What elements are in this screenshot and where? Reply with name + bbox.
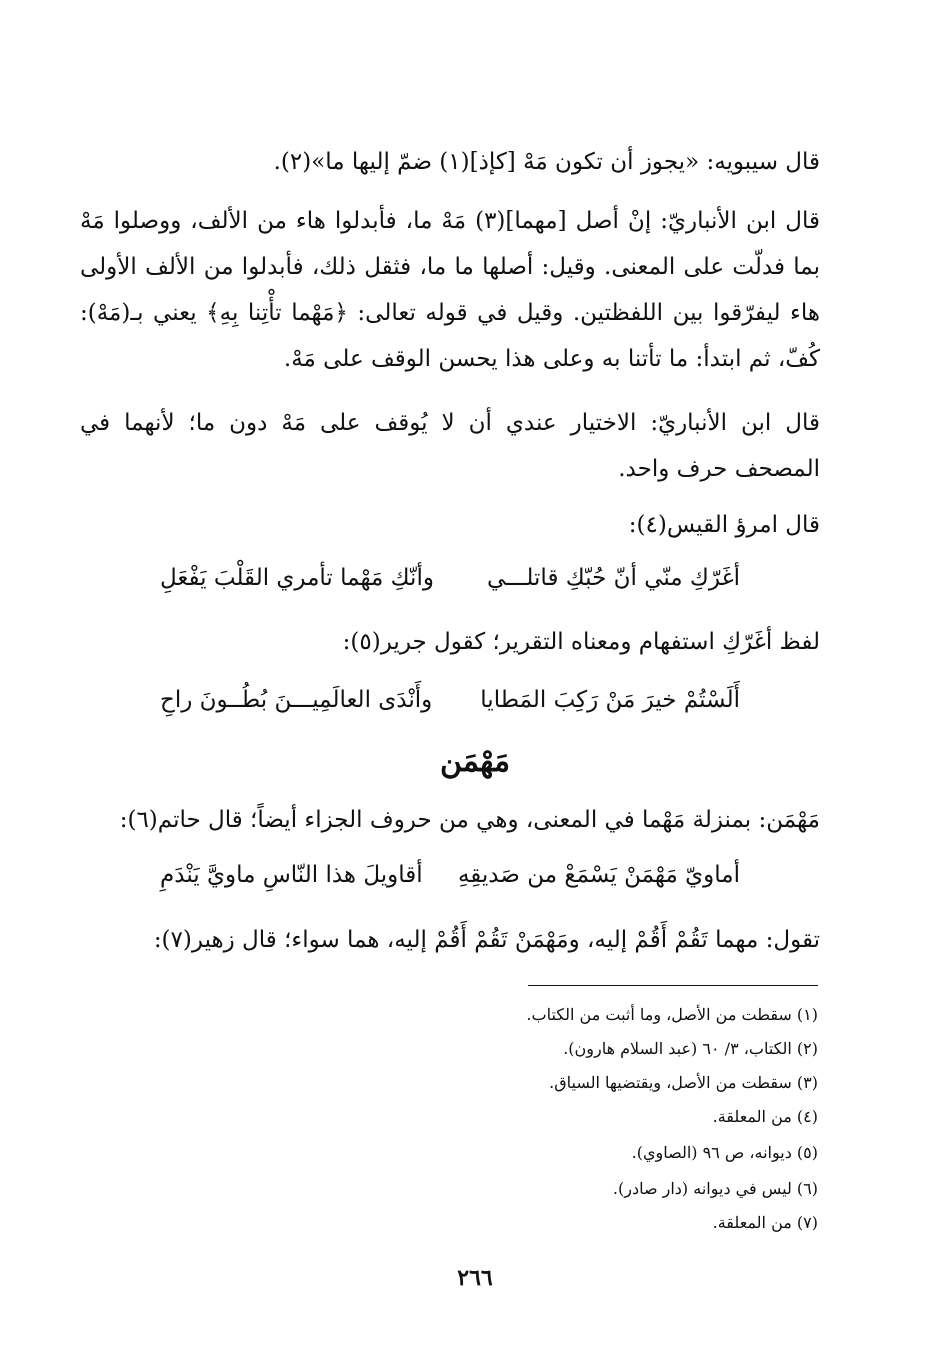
verse-2 bbox=[160, 680, 740, 720]
footnote-5: (٥) ديوانه، ص ٩٦ (الصاوي). bbox=[631, 1143, 818, 1162]
footnote-6: (٦) ليس في ديوانه (دار صادر). bbox=[612, 1179, 818, 1198]
section-heading: مَهْمَن bbox=[439, 744, 511, 779]
paragraph-sibawayh: قال سيبويه: «يجوز أن تكون مَهْ [كإذ](١) ضمّ إليها ما»(٢). bbox=[273, 149, 820, 175]
verse-2-first-hemistich: أَلَسْتُمْ خيرَ مَنْ رَكِبَ المَطايا bbox=[480, 687, 740, 713]
footnote-4: (٤) من المعلقة. bbox=[712, 1107, 818, 1126]
paragraph-mahman: مَهْمَن: بمنزلة مَهْما في المعنى، وهي من حروف الجزاء أيضاً؛ قال حاتم(٦): bbox=[119, 807, 820, 833]
footnote-7: (٧) من المعلقة. bbox=[712, 1213, 818, 1232]
footnote-1: (١) سقطت من الأصل، وما أثبت من الكتاب. bbox=[526, 1005, 818, 1024]
page-number: ٢٦٦ bbox=[457, 1265, 493, 1291]
verse-1-first-hemistich: أغَرّكِ منّي أنّ حُبّكِ قاتلـــي bbox=[487, 565, 740, 591]
verse-3 bbox=[160, 855, 740, 895]
paragraph-zuhayr: تقول: مهما تَقُمْ أَقُمْ إليه، ومَهْمَنْ تَقُمْ أَقُمْ إليه، هما سواء؛ قال زهير(٧): bbox=[153, 927, 820, 953]
verse-1-second-hemistich: وأنّكِ مَهْما تأمري القَلْبَ يَفْعَلِ bbox=[160, 565, 434, 591]
verse-3-first-hemistich: أماويّ مَهْمَنْ يَسْمَعْ من صَديقِهِ bbox=[457, 862, 740, 888]
verse-1 bbox=[160, 558, 740, 598]
verse-3-second-hemistich: أقاويلَ هذا النّاسِ ماويَّ يَنْدَمِ bbox=[160, 862, 423, 888]
paragraph-imru-alqays: قال امرؤ القيس(٤): bbox=[628, 512, 820, 538]
footnote-3: (٣) سقطت من الأصل، ويقتضيها السياق. bbox=[549, 1073, 818, 1092]
paragraph-anbari-origin: قال ابن الأنباريّ: إنْ أصل [مهما](٣) مَهْ ما، فأبدلوا هاء من الألف، ووصلوا مَهْ بما فدلّت على المعنى. وقيل: أصلها ما ما، فثقل ذلك، فأبدلوا من الألف الأولى هاء ليفرّقوا بين اللفظتين. وقيل في قوله تعالى: ﴿مَهْما تأْتِنا بِهِ﴾ يعني بـ(مَهْ): كُفّ، ثم ابتدأ: ما تأتنا به وعلى هذا يحسن الوقف على مَهْ. bbox=[80, 208, 820, 372]
footnote-2: (٢) الكتاب، ٣/ ٦٠ (عبد السلام هارون). bbox=[563, 1039, 818, 1058]
paragraph-agharraki: لفظ أغَرّكِ استفهام ومعناه التقرير؛ كقول جرير(٥): bbox=[342, 629, 820, 655]
paragraph-anbari-choice: قال ابن الأنباريّ: الاختيار عندي أن لا يُوقف على مَهْ دون ما؛ لأنهما في المصحف حرف واحد. bbox=[80, 410, 820, 482]
verse-2-second-hemistich: وأَنْدَى العالَمِيـــنَ بُطُــونَ راحِ bbox=[160, 687, 433, 713]
footnote-divider bbox=[528, 985, 818, 986]
